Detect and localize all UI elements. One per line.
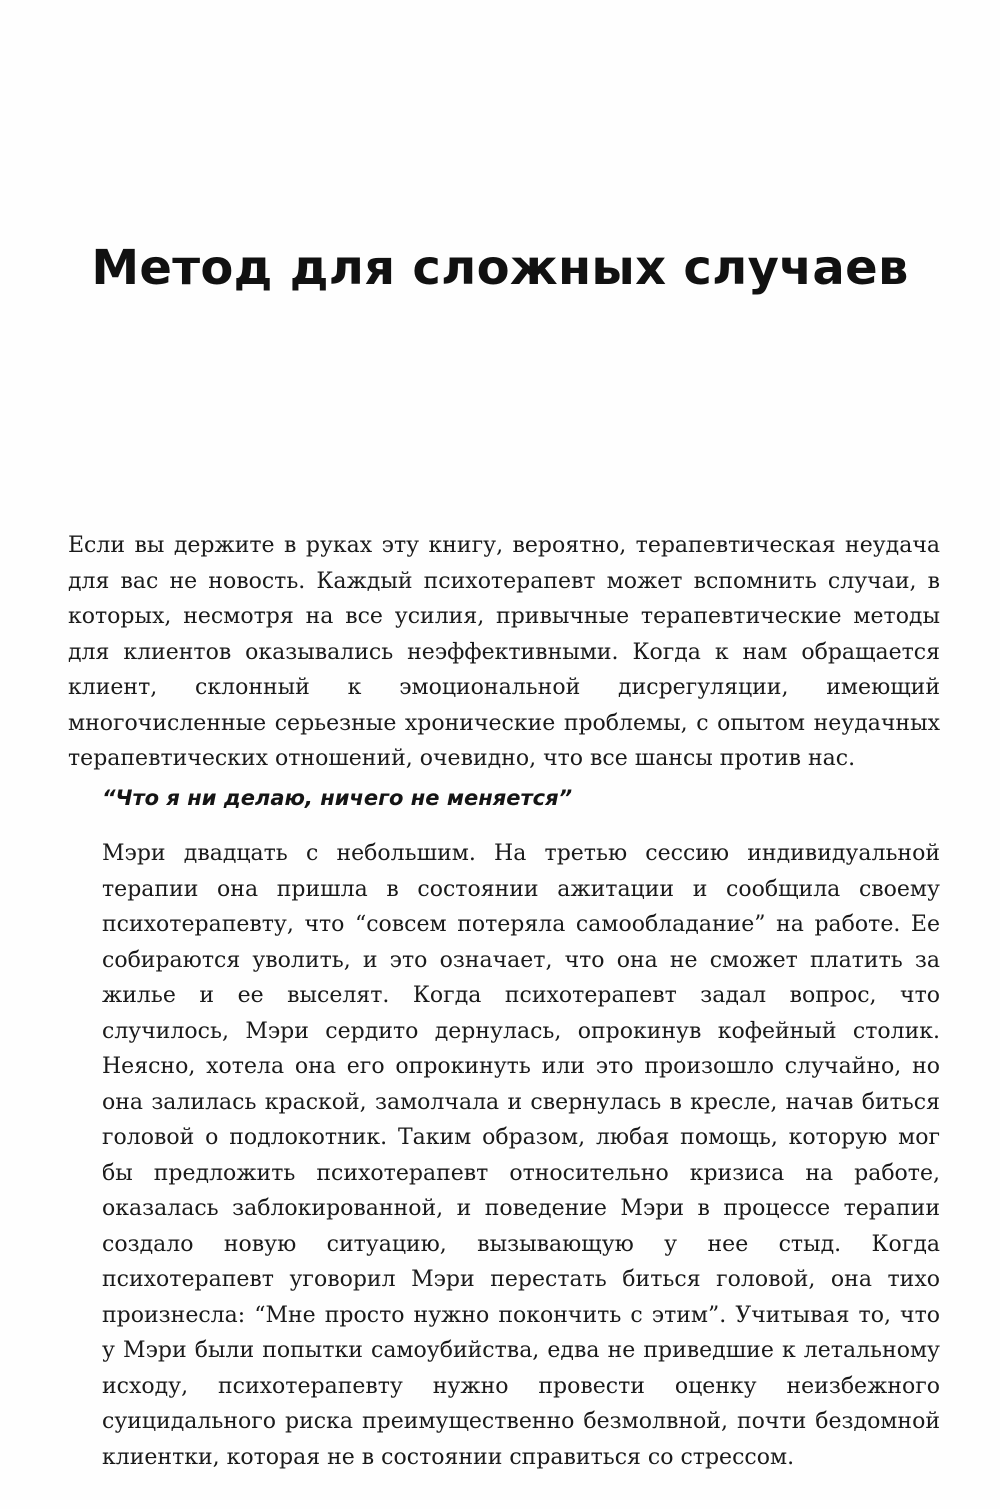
- chapter-title: Метод для сложных случаев: [91, 240, 909, 296]
- case-heading: “Что я ни делаю, ничего не меняется”: [102, 786, 573, 810]
- case-paragraph: Мэри двадцать с небольшим. На третью сессию индивидуальной терапии она пришла в состоянии ажитации и сообщила своему психотерапевту, что “совсем потеряла самообладание” на работе. Ее собираются уволить, и это означает, что она не сможет платить за жилье и ее выселят. Когда психотерапевт задал вопрос, что случилось, Мэри сердито дернулась, опрокинув кофейный столик. Неясно, хотела она его опрокинуть или это произошло случайно, но она залилась краской, замолчала и свернулась в кресле, начав биться головой о подлокотник. Таким образом, любая помощь, которую мог бы предложить психотерапевт относительно кризиса на работе, оказалась заблокированной, и поведение Мэри в процессе терапии создало новую ситуацию, вызывающую у нее стыд. Когда психотерапевт уговорил Мэри перестать биться головой, она тихо произнесла: “Мне просто нужно покончить с этим”. Учитывая то, что у Мэри были попытки самоубийства, едва не приведшие к летальному исходу, психотерапевту нужно провести оценку неизбежного суицидального риска преимущественно безмолвной, почти бездомной клиентки, которая не в состоянии справиться со стрессом.: [102, 841, 940, 1470]
- intro-paragraph: Если вы держите в руках эту книгу, вероятно, терапевтическая неудача для вас не новость. Каждый психотерапевт может вспомнить случаи, в которых, несмотря на все усилия, привычные терапевтические методы для клиентов оказывались неэффективными. Когда к нам обращается клиент, склонный к эмоциональной дисрегуляции, имеющий многочисленные серьезные хронические проблемы, с опытом неудачных терапевтических отношений, очевидно, что все шансы против нас.: [68, 533, 940, 771]
